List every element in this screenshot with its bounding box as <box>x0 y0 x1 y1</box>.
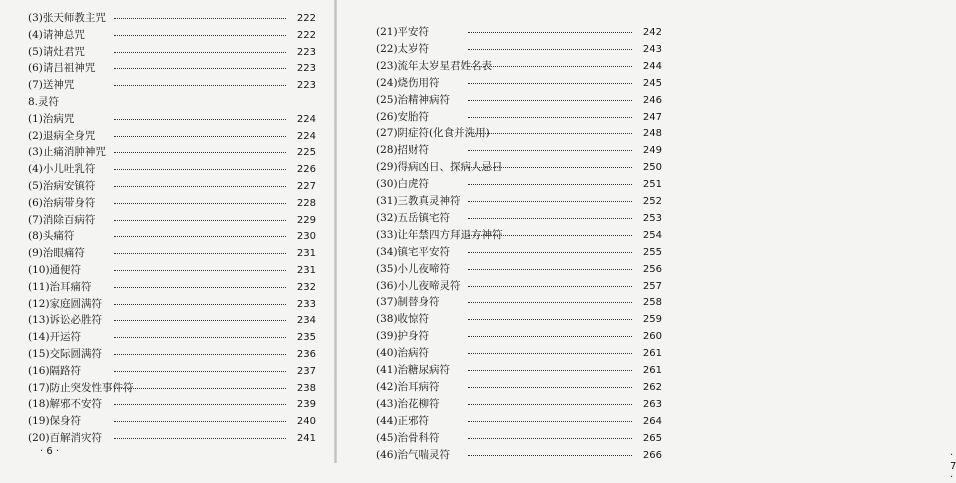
toc-entry-title: (4)请神总咒 <box>28 28 85 41</box>
toc-leader-dots <box>114 203 286 204</box>
toc-leader-dots <box>114 354 286 355</box>
toc-page-number: 244 <box>642 60 662 72</box>
toc-leader-dots <box>468 49 632 50</box>
toc-leader-dots <box>468 235 632 236</box>
toc-entry <box>28 262 316 279</box>
toc-page-number: 253 <box>642 212 662 224</box>
toc-page-number: 230 <box>296 231 316 243</box>
toc-leader-dots <box>114 270 286 271</box>
toc-page-number: 222 <box>296 29 316 41</box>
toc-entry <box>28 144 316 161</box>
toc-leader-dots <box>114 337 286 338</box>
toc-page-number: 256 <box>642 263 662 275</box>
toc-entry <box>376 92 662 109</box>
toc-page-number: 235 <box>296 332 316 344</box>
toc-entry <box>28 128 316 145</box>
toc-entry <box>376 311 662 328</box>
toc-entry <box>28 212 316 229</box>
toc-entry-title: (4)小儿吐乳符 <box>28 163 96 176</box>
toc-entry-title: (11)治耳痛符 <box>28 280 92 293</box>
toc-page-number: 239 <box>296 399 316 411</box>
toc-entry-title: (6)治病带身符 <box>28 196 96 209</box>
toc-leader-dots <box>468 150 632 151</box>
toc-leader-dots <box>468 404 632 405</box>
toc-entry-title: (41)治糖尿病符 <box>376 364 451 376</box>
toc-leader-dots <box>468 286 632 287</box>
toc-page-number: 264 <box>642 415 662 427</box>
toc-page-number: 252 <box>642 196 662 207</box>
toc-page-number: 258 <box>642 297 662 309</box>
toc-page-number: 232 <box>296 281 316 293</box>
toc-entry-title: (19)保身符 <box>28 415 82 428</box>
toc-leader-dots <box>114 85 286 86</box>
toc-page-number: 224 <box>296 130 316 142</box>
toc-entry-title: (3)张天师教主咒 <box>28 12 106 24</box>
toc-page-number: 247 <box>642 111 662 123</box>
toc-page-number: 228 <box>296 197 316 209</box>
left-page-number: · 6 · <box>40 446 60 457</box>
toc-leader-dots <box>468 438 632 439</box>
toc-page-number: 255 <box>642 246 662 258</box>
toc-entry <box>28 60 316 77</box>
toc-entry <box>376 159 662 176</box>
toc-entry-title: (17)防止突发性事件符 <box>28 381 134 394</box>
toc-entry-title: (15)交际圆满符 <box>28 348 103 360</box>
toc-leader-dots <box>468 319 632 320</box>
right-page-number: · 7 · <box>950 450 956 483</box>
toc-leader-dots <box>468 269 632 270</box>
toc-leader-dots <box>114 68 286 69</box>
toc-page-number: 238 <box>296 382 316 394</box>
toc-entry <box>28 178 316 195</box>
toc-entry <box>28 413 316 430</box>
toc-page-number: 224 <box>296 113 316 125</box>
toc-page-number: 226 <box>296 164 316 176</box>
toc-leader-dots <box>468 167 632 168</box>
toc-entry-title: (36)小儿夜啼灵符 <box>376 279 461 292</box>
toc-entry-title: (1)治病咒 <box>28 112 75 125</box>
toc-leader-dots <box>468 117 632 118</box>
toc-entry-title: (31)三教真灵神符 <box>376 195 461 207</box>
toc-entry-title: (40)治病符 <box>376 347 430 360</box>
toc-leader-dots <box>114 320 286 321</box>
toc-entry <box>376 142 662 159</box>
toc-leader-dots <box>468 336 632 337</box>
toc-entry-title: (20)百解消灾符 <box>28 432 103 444</box>
toc-leader-dots <box>114 119 286 120</box>
toc-page-number: 251 <box>642 179 662 191</box>
left-page <box>0 0 336 463</box>
toc-entry-title: (35)小儿夜啼符 <box>376 262 451 275</box>
toc-entry <box>28 363 316 380</box>
toc-leader-dots <box>114 304 286 305</box>
toc-entry-title: (33)让年禁四方拜退方神符 <box>376 228 503 241</box>
toc-leader-dots <box>468 201 632 202</box>
toc-entry-title: (32)五岳镇宅符 <box>376 211 451 224</box>
toc-page-number: 243 <box>642 43 662 55</box>
toc-page-number: 257 <box>642 280 662 292</box>
toc-entry <box>28 77 316 94</box>
toc-entry-title: (30)白虎符 <box>376 178 430 191</box>
toc-page-number: 223 <box>296 80 316 92</box>
toc-entry <box>376 58 662 75</box>
toc-page-number: 236 <box>296 349 316 360</box>
toc-entry-title: (9)治眼痛符 <box>28 247 85 260</box>
right-page <box>336 0 956 483</box>
toc-entry <box>376 109 662 126</box>
toc-entry <box>376 430 662 447</box>
toc-entry <box>28 111 316 128</box>
toc-leader-dots <box>114 253 286 254</box>
toc-entry-title: (26)安胎符 <box>376 110 430 123</box>
toc-entry <box>376 210 662 227</box>
toc-entry <box>376 362 662 379</box>
toc-entry-title: (3)止痛消肿神咒 <box>28 146 106 159</box>
toc-leader-dots <box>468 100 632 101</box>
toc-page-number: 227 <box>296 181 316 192</box>
toc-leader-dots <box>114 18 286 19</box>
toc-entry <box>376 244 662 261</box>
toc-entry-title: (43)治花柳符 <box>376 397 440 410</box>
toc-page-number: 241 <box>296 433 316 444</box>
toc-entry <box>28 396 316 413</box>
toc-page-number: 237 <box>296 365 316 377</box>
toc-leader-dots <box>468 32 632 33</box>
toc-entry-title: (13)诉讼必胜符 <box>28 314 103 327</box>
toc-leader-dots <box>468 302 632 303</box>
toc-entry <box>376 294 662 311</box>
toc-leader-dots <box>468 353 632 354</box>
toc-leader-dots <box>114 152 286 153</box>
toc-entry-title: (16)隔路符 <box>28 364 82 377</box>
toc-page-number: 240 <box>296 416 316 428</box>
toc-page-number: 259 <box>642 314 662 326</box>
toc-page-number: 246 <box>642 94 662 106</box>
toc-entry <box>376 75 662 92</box>
toc-entry-title: (37)制替身符 <box>376 296 440 309</box>
toc-page-number: 222 <box>296 13 316 24</box>
toc-entry-title: (7)消除百病符 <box>28 213 96 226</box>
toc-page-number: 225 <box>296 147 316 159</box>
toc-leader-dots <box>468 66 632 67</box>
toc-entry-title: (29)得病凶日、探病人忌日 <box>376 161 503 174</box>
toc-leader-dots <box>114 388 286 389</box>
toc-entry <box>376 278 662 295</box>
toc-page-number: 261 <box>642 365 662 376</box>
toc-entry <box>376 379 662 396</box>
toc-entry <box>376 396 662 413</box>
toc-page-number: 234 <box>296 315 316 327</box>
toc-entry-title: (38)收惊符 <box>376 313 430 326</box>
toc-entry-title: (5)治病安镇符 <box>28 180 96 192</box>
toc-page-number: 233 <box>296 298 316 310</box>
toc-entry <box>28 279 316 296</box>
toc-page-number: 229 <box>296 214 316 226</box>
toc-leader-dots <box>114 236 286 237</box>
toc-entry <box>28 44 316 61</box>
toc-leader-dots <box>114 186 286 187</box>
toc-entry <box>376 345 662 362</box>
toc-entry-title: (42)治耳病符 <box>376 380 440 393</box>
toc-page-number: 254 <box>642 229 662 241</box>
toc-entry-title: (12)家庭圆满符 <box>28 297 103 310</box>
toc-page-number: 262 <box>642 381 662 393</box>
toc-leader-dots <box>468 421 632 422</box>
toc-entry <box>28 245 316 262</box>
toc-entry <box>28 10 316 27</box>
toc-page-number: 242 <box>642 27 662 38</box>
toc-entry-title: (25)治精神病符 <box>376 93 451 106</box>
toc-leader-dots <box>468 218 632 219</box>
toc-entry-title: (39)护身符 <box>376 330 430 343</box>
toc-entry <box>376 328 662 345</box>
toc-entry-title: (10)通便符 <box>28 264 82 276</box>
toc-leader-dots <box>468 455 632 456</box>
toc-page-number: 265 <box>642 432 662 444</box>
toc-entry <box>28 329 316 346</box>
toc-entry-title: (45)治骨科符 <box>376 431 440 444</box>
toc-entry-title: (28)招财符 <box>376 144 430 157</box>
toc-leader-dots <box>114 287 286 288</box>
toc-leader-dots <box>468 387 632 388</box>
toc-entry-title: (22)太岁符 <box>376 42 430 55</box>
toc-page-number: 249 <box>642 145 662 157</box>
toc-entry <box>28 161 316 178</box>
toc-entry <box>28 312 316 329</box>
toc-page-number: 248 <box>642 128 662 140</box>
toc-entry-title: (18)解邪不安符 <box>28 398 103 411</box>
toc-entry-title: (6)请吕祖神咒 <box>28 62 96 75</box>
toc-leader-dots <box>114 136 286 137</box>
toc-entry-title: (24)烧伤用符 <box>376 76 440 89</box>
toc-page-number: 231 <box>296 248 316 260</box>
toc-entry-title: (34)镇宅平安符 <box>376 245 451 258</box>
toc-entry <box>28 228 316 245</box>
toc-entry <box>28 27 316 44</box>
toc-entry <box>376 227 662 244</box>
toc-entry-title: (46)治气喘灵符 <box>376 448 451 461</box>
toc-entry <box>28 346 316 363</box>
toc-entry <box>28 195 316 212</box>
toc-leader-dots <box>114 371 286 372</box>
toc-page-number: 223 <box>296 46 316 58</box>
toc-leader-dots <box>468 83 632 84</box>
toc-leader-dots <box>468 370 632 371</box>
toc-page-number: 231 <box>296 265 316 276</box>
toc-entry-title: 8.灵符 <box>28 96 60 108</box>
toc-entry <box>28 296 316 313</box>
toc-entry-title: (2)退病全身咒 <box>28 129 96 142</box>
toc-entry-title: (23)流年太岁星君姓名表 <box>376 59 493 72</box>
toc-entry <box>28 380 316 397</box>
toc-entry <box>28 430 316 447</box>
toc-entry-title: (21)平安符 <box>376 26 430 38</box>
toc-entry <box>376 125 662 142</box>
toc-entry-title: (27)阴症符(化食并洗用) <box>376 127 490 140</box>
toc-leader-dots <box>114 421 286 422</box>
toc-leader-dots <box>114 52 286 53</box>
toc-leader-dots <box>114 35 286 36</box>
toc-entry <box>376 261 662 278</box>
toc-entry-title: (14)开运符 <box>28 331 82 344</box>
toc-page-number: 261 <box>642 348 662 360</box>
toc-page-number: 250 <box>642 162 662 174</box>
toc-entry-title: (44)正邪符 <box>376 414 430 427</box>
toc-entry <box>376 41 662 58</box>
toc-leader-dots <box>114 220 286 221</box>
toc-section-heading <box>28 94 316 111</box>
toc-entry <box>376 447 662 464</box>
toc-entry <box>376 413 662 430</box>
toc-leader-dots <box>114 169 286 170</box>
toc-page-number: 263 <box>642 398 662 410</box>
toc-entry-title: (8)头痛符 <box>28 230 75 243</box>
toc-page-number: 245 <box>642 77 662 89</box>
toc-leader-dots <box>114 438 286 439</box>
toc-entry <box>376 176 662 193</box>
toc-leader-dots <box>114 404 286 405</box>
toc-entry <box>376 193 662 210</box>
toc-leader-dots <box>468 252 632 253</box>
toc-entry-title: (5)请灶君咒 <box>28 45 85 58</box>
toc-leader-dots <box>468 184 632 185</box>
toc-page-number: 260 <box>642 331 662 343</box>
toc-entry <box>376 24 662 41</box>
toc-page-number: 266 <box>642 449 662 461</box>
toc-leader-dots <box>468 133 632 134</box>
toc-entry-title: (7)送神咒 <box>28 79 75 92</box>
toc-page-number: 223 <box>296 63 316 75</box>
